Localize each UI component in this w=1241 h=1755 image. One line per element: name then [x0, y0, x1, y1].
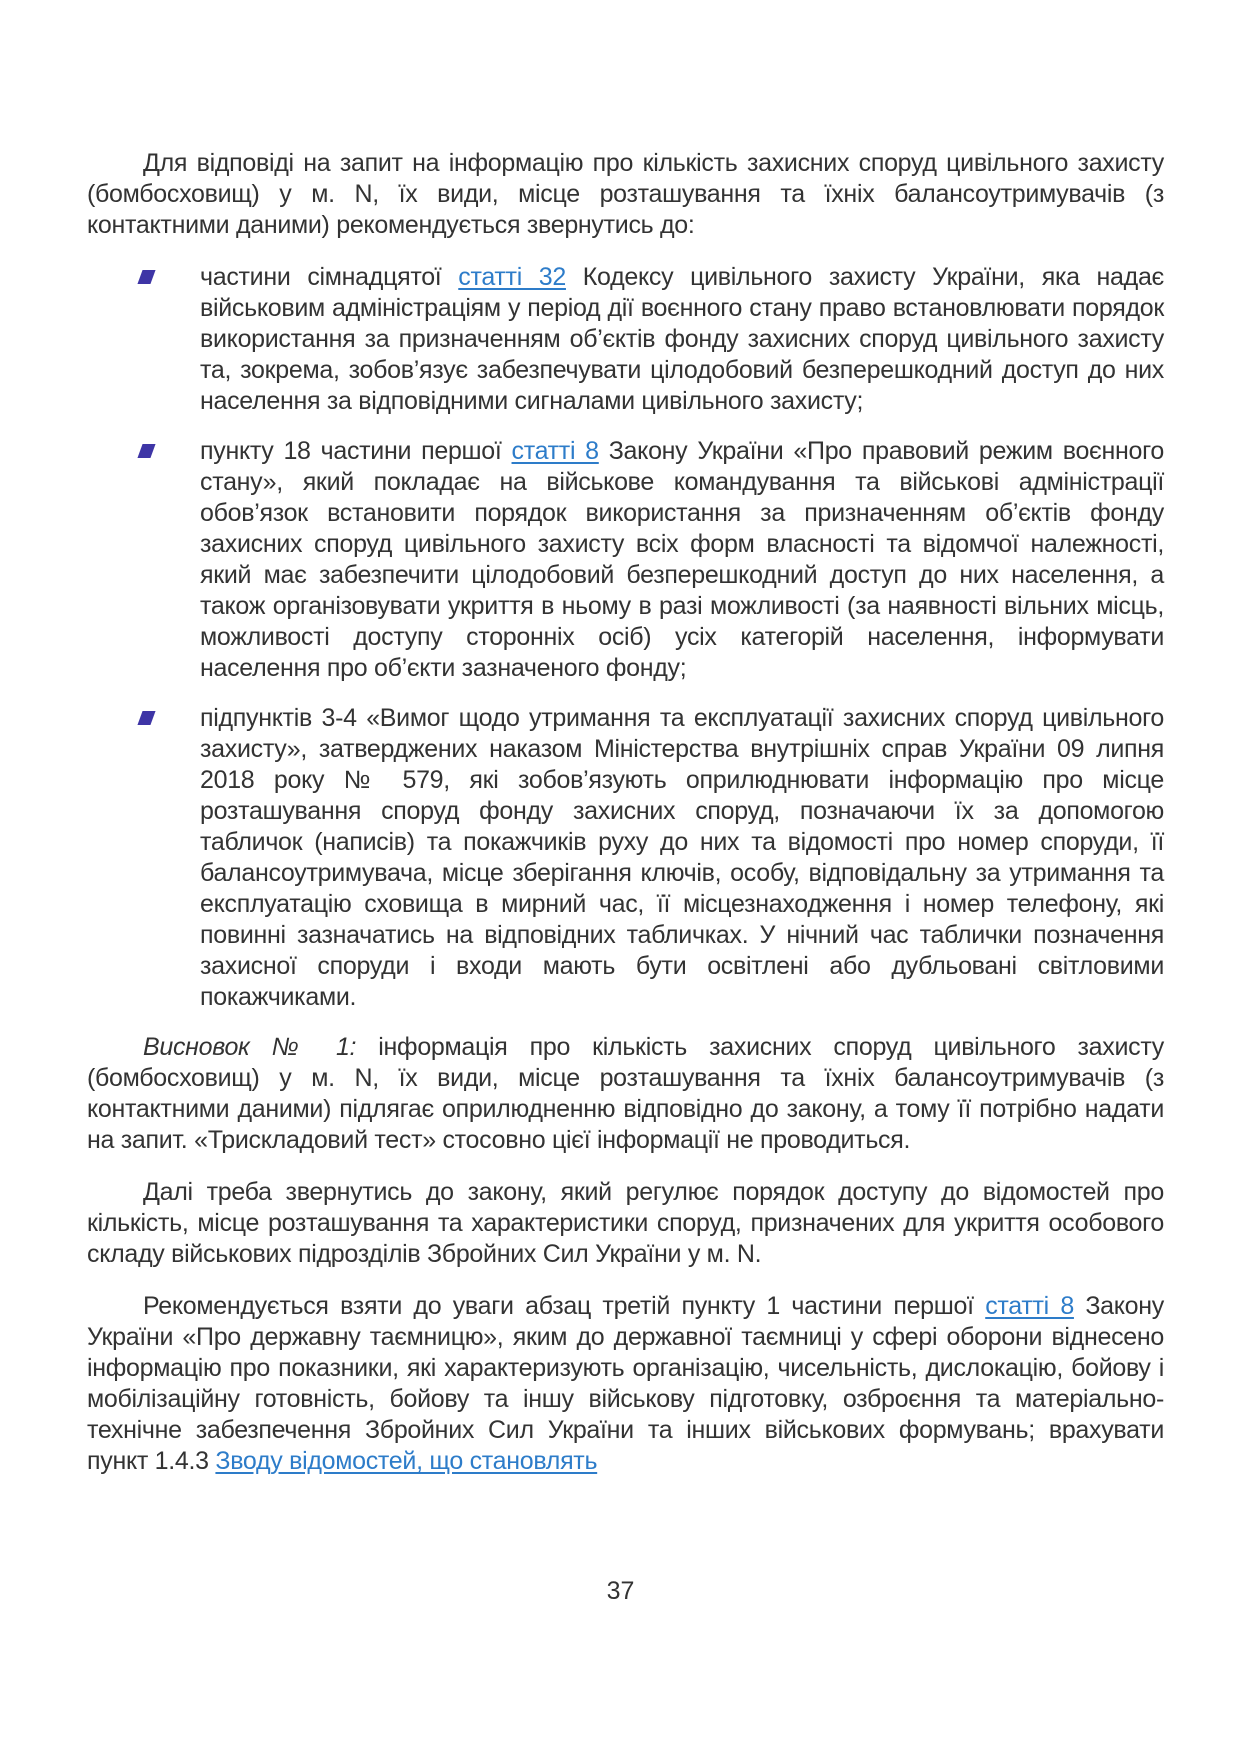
bullet-text: підпунктів 3-4 «Вимог щодо утримання та експлуатації захисних споруд цивільного захисту», затверджених наказом Міністерства внутрішніх справ України 09 липня 2018 року № 579, які зобов’язують оприлюднювати інформацію про місце розташування споруд фонду захисних споруд, позначаючи їх за допомогою табличок (написів) та покажчиків руху до них та відомості про номер споруди, її балансоутримувача, місце зберігання ключів, особу, відповідальну за утримання та експлуатацію сховища в мирний час, її місцезнаходження і номер телефону, які повинні зазначатись на відповідних табличках. У нічний час таблички позначення захисної споруди і входи мають бути освітлені або дубльовані світловими покажчиками. [200, 704, 1164, 1011]
intro-paragraph: Для відповіді на запит на інформацію про кількість захисних споруд цивільного захисту (бомбосховищ) у м. N, їх види, місце розташування та їхніх балансоутримувачів (з контактними даними) рекомендується звернутись до: [87, 149, 1164, 239]
page-number: 37 [606, 1577, 635, 1605]
statti-8-link-secrecy[interactable]: статті 8 [985, 1292, 1074, 1320]
list-item [87, 436, 1164, 684]
next-steps-paragraph: Далі треба звернутись до закону, який регулює порядок доступу до відомостей про кількість, місце розташування та характеристики споруд, призначених для укриття особового складу військових підрозділів Збройних Сил України у м. N. [87, 1178, 1164, 1268]
bullet-text: Закону України «Про правовий режим воєнного стану», який покладає на військове командування та військові адміністрації обов’язок встановити порядок використання за призначенням об’єктів фонду захисних споруд цивільного захисту всіх форм власності та відомчої належності, який має забезпечити цілодобовий безперешкодний доступ до них населення, а також організовувати укриття в ньому в разі можливості (за наявності вільних місць, можливості доступу сторонніх осіб) усіх категорій населення, інформувати населення про об’єкти зазначеного фонду; [200, 437, 1165, 682]
conclusion-body: інформація про кількість захисних споруд цивільного захисту (бомбосховищ) у м. N, їх види, місце розташування та їхніх балансоутримувачів (з контактними даними) підлягає оприлюдненню відповідно до закону, а тому її потрібно надати на запит. «Трискладовий тест» стосовно цієї інформації не проводиться. [87, 1033, 1164, 1154]
bullet-marker-icon [137, 444, 155, 458]
bullet-marker-icon [137, 270, 155, 284]
statti-32-link[interactable]: статті 32 [458, 263, 566, 291]
bullet-text: частини сімнадцятої [200, 263, 459, 291]
statti-8-link[interactable]: статті 8 [511, 437, 599, 465]
conclusion-paragraph [87, 1032, 1164, 1156]
zvid-vidomostei-link[interactable]: Зводу відомостей, що становлять [215, 1447, 598, 1475]
list-item [87, 703, 1164, 1013]
recommendation-text: Рекомендується взяти до уваги абзац третій пункту 1 частини першої [143, 1292, 986, 1320]
bullet-text: Кодексу цивільного захисту України, яка надає військовим адміністраціям у період дії воєнного стану право встановлювати порядок використання за призначенням об’єктів фонду захисних споруд цивільного захисту та, зокрема, зобов’язує забезпечувати цілодобовий безперешкодний доступ до них населення за відповідними сигналами цивільного захисту; [200, 263, 1164, 415]
document-page-content [87, 148, 1164, 1498]
bullet-text: пункту 18 частини першої [200, 437, 512, 465]
bullet-marker-icon [137, 711, 155, 725]
bullet-list [87, 262, 1164, 1013]
conclusion-lead: Висновок № 1: [143, 1033, 357, 1061]
recommendation-paragraph [87, 1291, 1164, 1477]
recommendation-text: Закону України «Про державну таємницю», яким до державної таємниці у сфері оборони віднесено інформацію про показники, які характеризують організацію, чисельність, дислокацію, бойову і мобілізаційну готовність, бойову та іншу військову підготовку, озброєння та матеріально-технічне забезпечення Збройних Сил України та інших військових формувань; врахувати пункт 1.4.3 [87, 1292, 1164, 1475]
list-item [87, 262, 1164, 417]
